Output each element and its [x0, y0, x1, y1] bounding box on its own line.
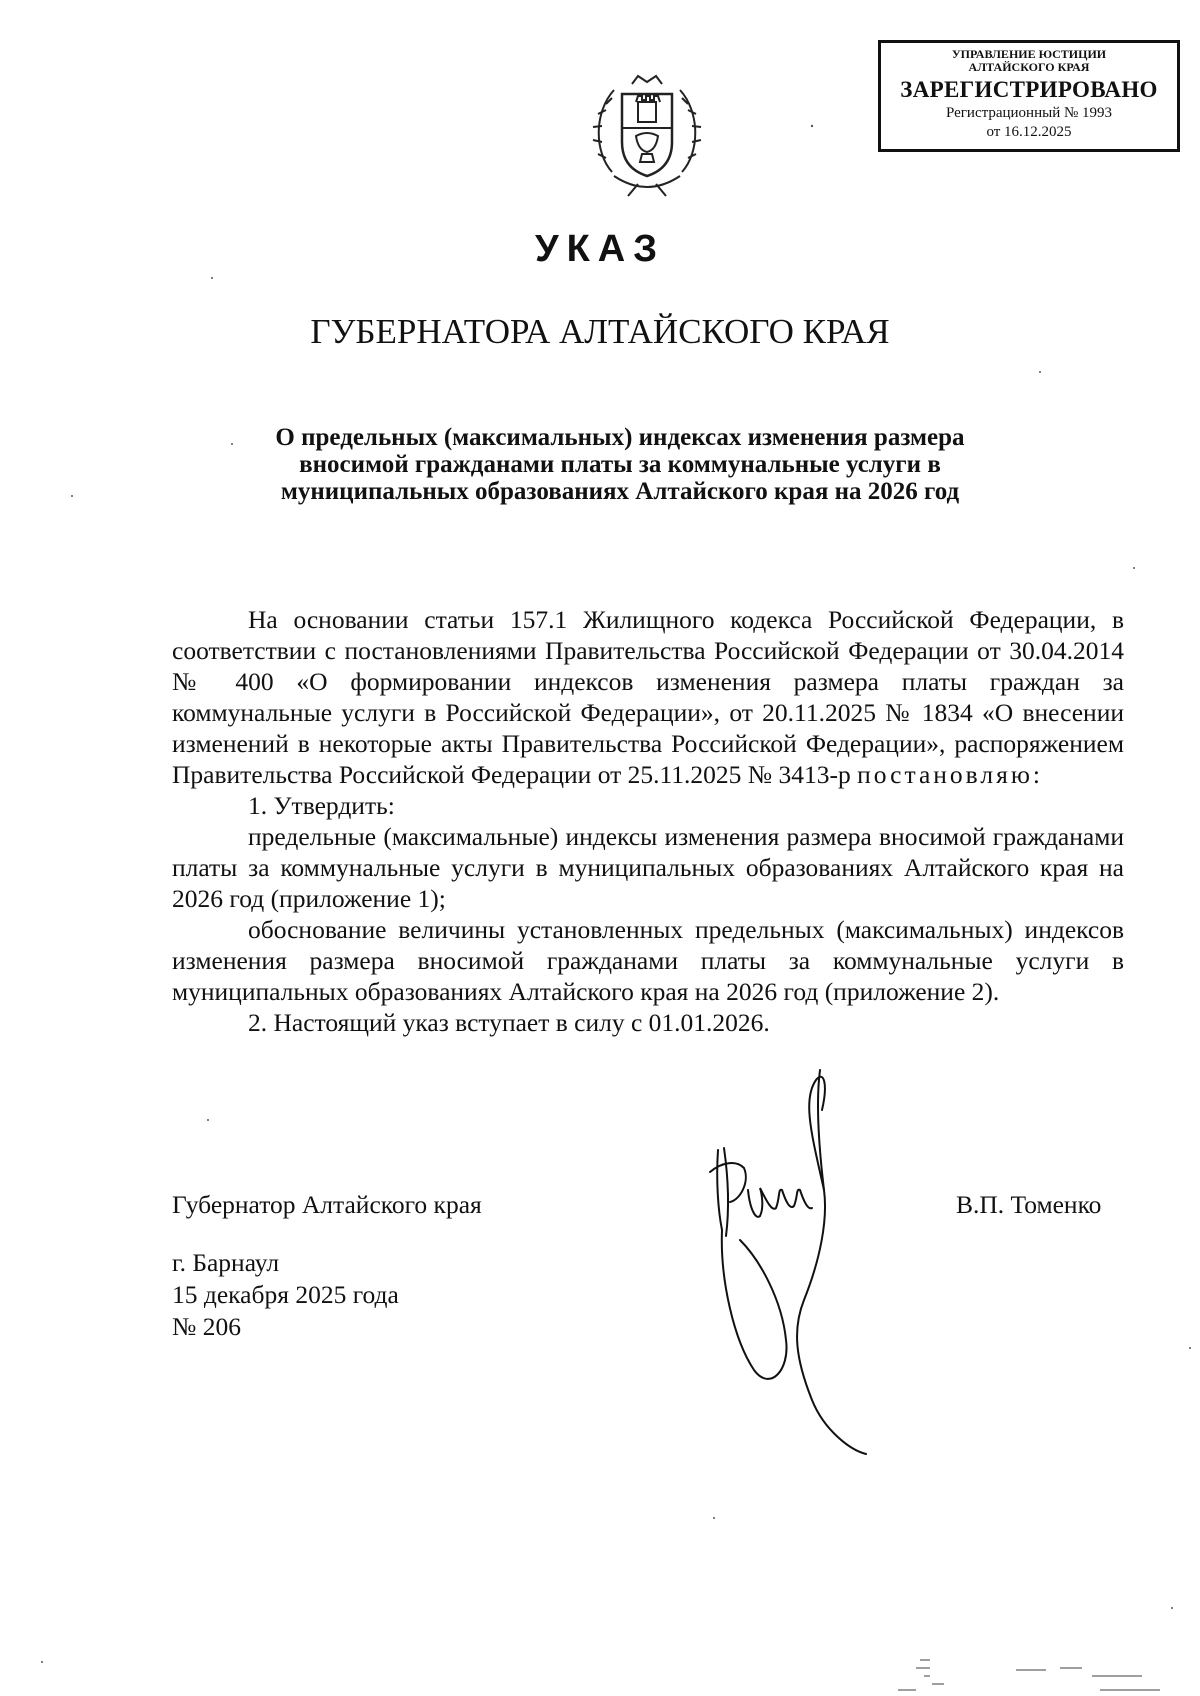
document-issuer: ГУБЕРНАТОРА АЛТАЙСКОГО КРАЯ: [310, 312, 890, 351]
heading-line: О предельных (максимальных) индексах изменения размера: [275, 424, 965, 451]
stamp-reg-number: Регистрационный № 1993: [945, 105, 1113, 121]
decree-word: постановляю:: [857, 760, 1043, 789]
item-1-a: предельные (максимальные) индексы изменения размера вносимой гражданами платы за коммунальные услуги в муниципальных образованиях Алтайского края на 2026 год (приложение 1);: [172, 822, 1124, 913]
issue-date: 15 декабря 2025 года: [172, 1280, 399, 1309]
preamble-text: На основании статьи 157.1 Жилищного кодекса Российской Федерации, в соответствии с постановлениями Правительства Российской Федерации от 30.04.2014 № 400 «О формировании индексов изменения размера платы граждан за коммунальные услуги в Российской Федерации», от 20.11.2025 № 1834 «О внесении изменений в некоторые акты Правительства Российской Федерации», распоряжением Правительства Российской Федерации от 25.11.2025 № 3413-р: [172, 605, 1124, 789]
item-1-b: обоснование величины установленных предельных (максимальных) индексов изменения размера вносимой гражданами платы за коммунальные услуги в муниципальных образованиях Алтайского края на 2026 год (приложение 2).: [172, 915, 1124, 1006]
preamble-paragraph: [172, 604, 1124, 790]
document-type-title: УКАЗ: [534, 228, 666, 270]
issue-details: [172, 1247, 399, 1343]
item-2: 2. Настоящий указ вступает в силу с 01.01.2026.: [248, 1008, 770, 1037]
stamp-org-line2: АЛТАЙСКОГО КРАЯ: [968, 60, 1090, 74]
signatory-name: В.П. Томенко: [956, 1190, 1102, 1219]
coat-of-arms-icon: [592, 72, 702, 198]
handwritten-signature-icon: [700, 1040, 900, 1460]
registration-stamp: [878, 40, 1180, 152]
stamp-status: ЗАРЕГИСТРИРОВАНО: [900, 77, 1158, 102]
issue-number: № 206: [172, 1312, 241, 1341]
document-heading: [200, 424, 1040, 505]
item-1: 1. Утвердить:: [248, 791, 395, 820]
stamp-org-line1: УПРАВЛЕНИЕ ЮСТИЦИИ: [951, 47, 1107, 61]
heading-line: муниципальных образованиях Алтайского края на 2026 год: [280, 478, 960, 505]
issue-city: г. Барнаул: [172, 1248, 280, 1277]
stamp-reg-date: от 16.12.2025: [986, 124, 1072, 140]
signatory-position: Губернатор Алтайского края: [172, 1190, 482, 1219]
stamp-organization: [881, 48, 1177, 74]
document-body: [172, 604, 1124, 1038]
heading-line: вносимой гражданами платы за коммунальные услуги в: [299, 451, 941, 478]
